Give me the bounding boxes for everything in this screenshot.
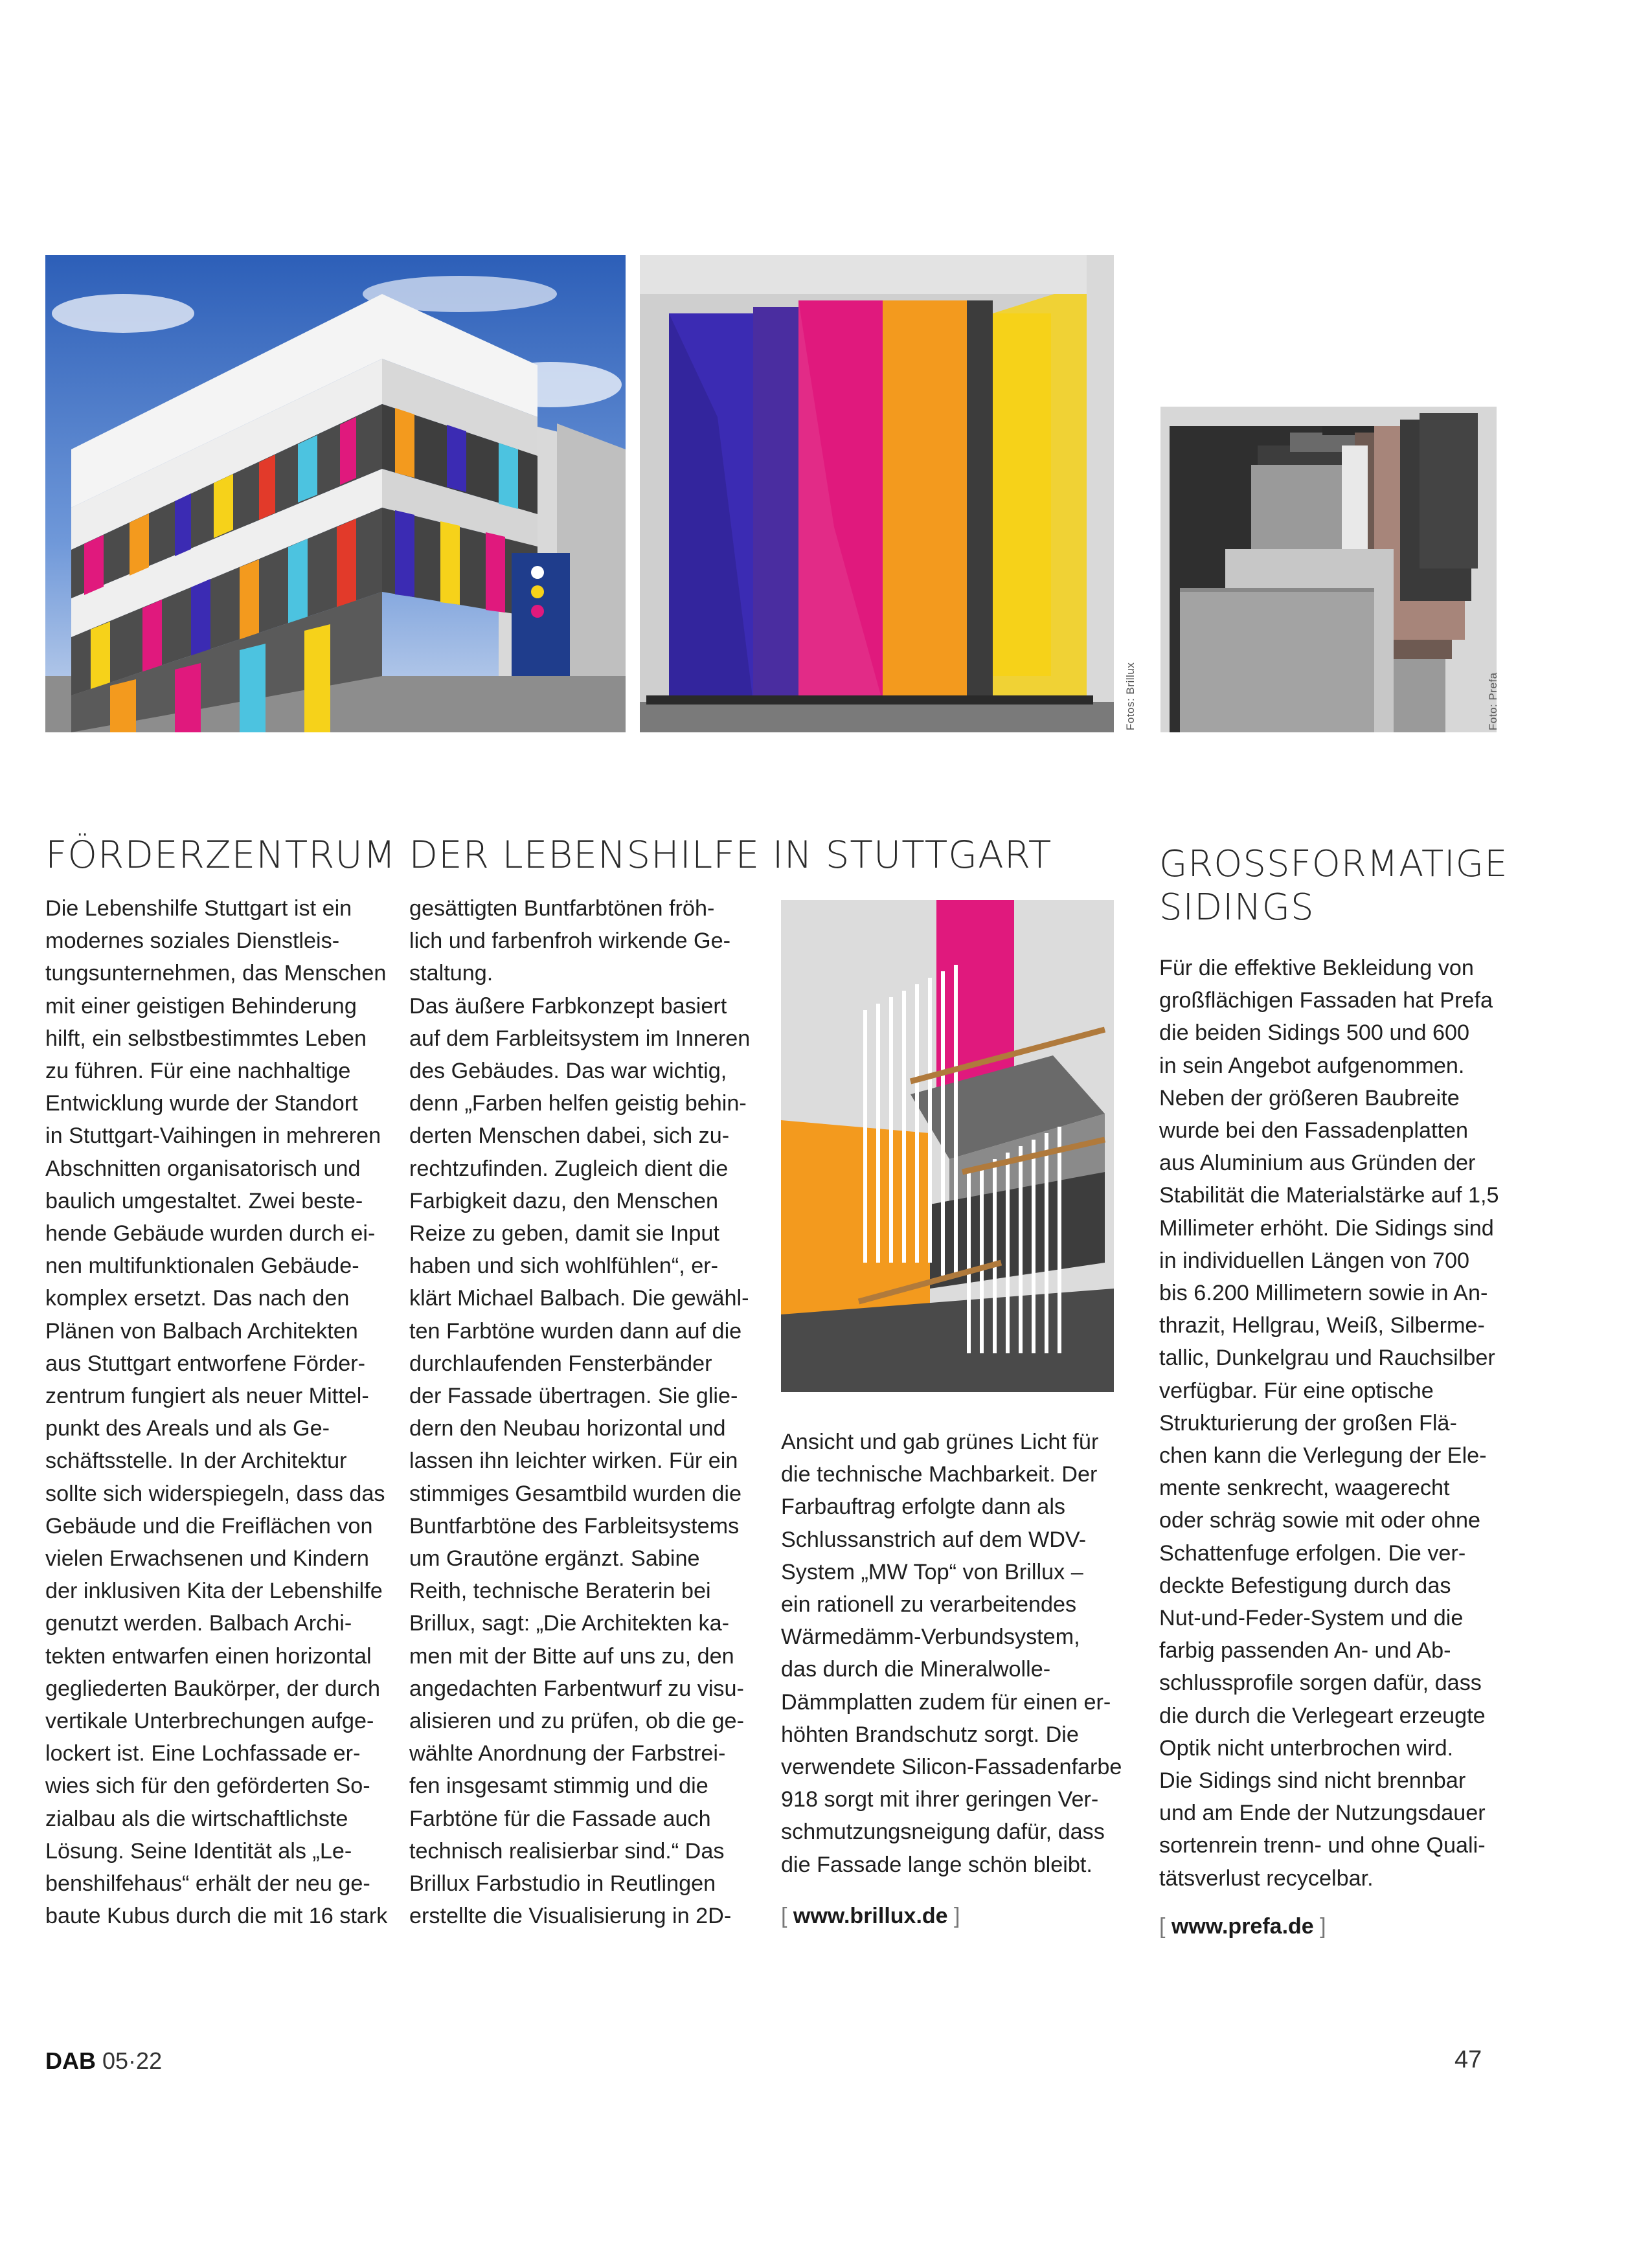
text-line: schmutzungsneigung dafür, dass — [781, 1820, 1105, 1845]
text-line: Wärmedämm-Verbundsystem, — [781, 1625, 1080, 1650]
text-line: angedachten Farbentwurf zu visu- — [409, 1676, 744, 1701]
article2-headline-line1: GROSSFORMATIGE — [1159, 843, 1508, 885]
text-line: haben und sich wohlfühlen“, er- — [409, 1254, 719, 1279]
text-line: der Fassade übertragen. Sie glie- — [409, 1384, 738, 1409]
text-line: Entwicklung wurde der Standort — [45, 1091, 358, 1116]
footer-magazine-issue — [45, 2047, 162, 2075]
link-prefa[interactable]: [ www.prefa.de ] — [1159, 1914, 1326, 1939]
text-line: schlussprofile sorgen dafür, dass — [1159, 1671, 1482, 1696]
text-line: derten Menschen dabei, sich zu- — [409, 1123, 730, 1149]
text-line: alisieren und zu prüfen, ob die ge- — [409, 1709, 744, 1734]
text-line: baute Kubus durch die mit 16 stark — [45, 1904, 388, 1929]
article2-headline — [1159, 843, 1508, 929]
text-line: oder schräg sowie mit oder ohne — [1159, 1508, 1480, 1533]
text-line: fen insgesamt stimmig und die — [409, 1774, 708, 1799]
text-line: ten Farbtöne wurden dann auf die — [409, 1318, 742, 1344]
text-line: auf dem Farbleitsystem im Inneren — [409, 1026, 751, 1051]
text-line: komplex ersetzt. Das nach den — [45, 1286, 350, 1311]
photo-building-facade — [45, 255, 626, 732]
text-line: genutzt werden. Balbach Archi- — [45, 1611, 352, 1636]
text-line: verfügbar. Für eine optische — [1159, 1378, 1434, 1403]
text-line: zialbau als die wirtschaftlichste — [45, 1806, 348, 1831]
text-line: System „MW Top“ von Brillux – — [781, 1559, 1083, 1584]
text-line: benshilfehaus“ erhält der neu ge- — [45, 1871, 370, 1897]
text-line: technisch realisierbar sind.“ Das — [409, 1838, 725, 1864]
text-line: punkt des Areals und als Ge- — [45, 1416, 330, 1441]
text-line: die technische Machbarkeit. Der — [781, 1462, 1098, 1487]
text-line: zentrum fungiert als neuer Mittel- — [45, 1384, 369, 1409]
text-line: Millimeter erhöht. Die Sidings sind — [1159, 1215, 1494, 1241]
text-line: die Fassade lange schön bleibt. — [781, 1852, 1092, 1877]
text-line: schäftsstelle. In der Architektur — [45, 1448, 347, 1474]
text-line: zu führen. Für eine nachhaltige — [45, 1059, 351, 1084]
text-line: lich und farbenfroh wirkende Ge- — [409, 929, 730, 954]
text-line: wies sich für den geförderten So- — [45, 1774, 370, 1799]
text-line: staltung. — [409, 961, 493, 986]
text-line: der inklusiven Kita der Lebenshilfe — [45, 1579, 383, 1604]
text-line: in sein Angebot aufgenommen. — [1159, 1053, 1465, 1078]
text-line: denn „Farben helfen geistig behin- — [409, 1091, 747, 1116]
text-line: wählte Anordnung der Farbstrei- — [409, 1741, 726, 1766]
text-line: in individuellen Längen von 700 — [1159, 1248, 1470, 1273]
text-line: Die Sidings sind nicht brennbar — [1159, 1768, 1466, 1794]
text-line: Schattenfuge erfolgen. Die ver- — [1159, 1540, 1466, 1566]
building-facade-illustration — [45, 255, 626, 732]
text-line: aus Aluminium aus Gründen der — [1159, 1151, 1476, 1176]
text-line: klärt Michael Balbach. Die gewähl- — [409, 1286, 749, 1311]
text-line: Die Lebenshilfe Stuttgart ist ein — [45, 896, 352, 921]
photo-credit-brillux: Fotos: Brillux — [1124, 662, 1137, 730]
text-line: tekten entwarfen einen horizontal — [45, 1643, 372, 1669]
text-line: tallic, Dunkelgrau und Rauchsilber — [1159, 1346, 1495, 1371]
text-line: vertikale Unterbrechungen aufge- — [45, 1709, 374, 1734]
text-line: Reize zu geben, damit sie Input — [409, 1221, 719, 1246]
text-line: bis 6.200 Millimetern sowie in An- — [1159, 1281, 1488, 1306]
text-line: deckte Befestigung durch das — [1159, 1573, 1451, 1598]
text-line: um Grautöne ergänzt. Sabine — [409, 1546, 700, 1572]
text-line: stimmiges Gesamtbild wurden die — [409, 1481, 742, 1506]
text-line: Stabilität die Materialstärke auf 1,5 — [1159, 1183, 1499, 1208]
text-line: rechtzufinden. Zugleich dient die — [409, 1156, 729, 1181]
text-line: hende Gebäude wurden durch ei- — [45, 1221, 376, 1246]
text-line: modernes soziales Dienstleis- — [45, 929, 340, 954]
text-line: Optik nicht unterbrochen wird. — [1159, 1735, 1454, 1761]
text-line: Neben der größeren Baubreite — [1159, 1085, 1460, 1110]
text-line: Strukturierung der großen Flä- — [1159, 1410, 1457, 1436]
link-brillux[interactable]: [ www.brillux.de ] — [781, 1904, 960, 1928]
photo-colored-window — [640, 255, 1114, 732]
text-line: mit einer geistigen Behinderung — [45, 993, 357, 1019]
article1-column-2 — [409, 892, 772, 1933]
siding-samples-illustration — [1160, 407, 1497, 732]
text-line: Gebäude und die Freiflächen von — [45, 1513, 373, 1538]
text-line: 918 sorgt mit ihrer geringen Ver- — [781, 1787, 1099, 1812]
text-line: mente senkrecht, waagerecht — [1159, 1476, 1450, 1501]
text-line: des Gebäudes. Das war wichtig, — [409, 1059, 727, 1084]
text-line: Lösung. Seine Identität als „Le- — [45, 1838, 352, 1864]
text-line: großflächigen Fassaden hat Prefa — [1159, 988, 1493, 1013]
colored-window-illustration — [640, 255, 1114, 732]
photo-siding-samples — [1160, 407, 1497, 732]
text-line: durchlaufenden Fensterbänder — [409, 1351, 712, 1376]
text-line: Farbtöne für die Fassade auch — [409, 1806, 711, 1831]
text-line: höhten Brandschutz sorgt. Die — [781, 1722, 1079, 1747]
text-line: in Stuttgart-Vaihingen in mehreren — [45, 1123, 381, 1149]
text-line: erstellte die Visualisierung in 2D- — [409, 1904, 732, 1929]
text-line: hilft, ein selbstbestimmtes Leben — [45, 1026, 367, 1051]
text-line: Plänen von Balbach Architekten — [45, 1318, 358, 1344]
page-number: 47 — [1454, 2046, 1482, 2073]
text-line: lockert ist. Eine Lochfassade er- — [45, 1741, 361, 1766]
article1-column-3 — [781, 1426, 1144, 1881]
article2-column — [1159, 952, 1535, 1895]
text-line: Buntfarbtöne des Farbleitsystems — [409, 1513, 740, 1538]
text-line: nen multifunktionalen Gebäude- — [45, 1254, 359, 1279]
text-line: men mit der Bitte auf uns zu, den — [409, 1643, 734, 1669]
text-line: gegliederten Baukörper, der durch — [45, 1676, 380, 1701]
text-line: baulich umgestaltet. Zwei beste- — [45, 1188, 363, 1213]
text-line: Ansicht und gab grünes Licht für — [781, 1430, 1099, 1454]
text-line: ein rationell zu verarbeitendes — [781, 1592, 1077, 1617]
text-line: gesättigten Buntfarbtönen fröh- — [409, 896, 715, 921]
text-line: chen kann die Verlegung der Ele- — [1159, 1443, 1487, 1469]
text-line: farbig passenden An- und Ab- — [1159, 1638, 1451, 1663]
text-line: das durch die Mineralwolle- — [781, 1657, 1051, 1682]
text-line: Farbauftrag erfolgte dann als — [781, 1494, 1066, 1520]
text-line: thrazit, Hellgrau, Weiß, Silberme- — [1159, 1313, 1485, 1338]
text-line: Schlussanstrich auf dem WDV- — [781, 1527, 1087, 1552]
text-line: Abschnitten organisatorisch und — [45, 1156, 361, 1181]
text-line: die durch die Verlegeart erzeugte — [1159, 1703, 1486, 1728]
text-line: vielen Erwachsenen und Kindern — [45, 1546, 369, 1572]
text-line: tungsunternehmen, das Menschen — [45, 961, 387, 986]
text-line: dern den Neubau horizontal und — [409, 1416, 726, 1441]
text-line: Für die effektive Bekleidung von — [1159, 956, 1474, 980]
text-line: und am Ende der Nutzungsdauer — [1159, 1801, 1486, 1826]
text-line: tätsverlust recycelbar. — [1159, 1865, 1374, 1891]
staircase-illustration — [781, 900, 1114, 1392]
text-line: sollte sich widerspiegeln, dass das — [45, 1481, 385, 1506]
text-line: Nut-und-Feder-System und die — [1159, 1606, 1464, 1631]
photo-staircase — [781, 900, 1114, 1392]
article1-column-1 — [45, 892, 408, 1933]
text-line: Das äußere Farbkonzept basiert — [409, 993, 727, 1019]
text-line: Dämmplatten zudem für einen er- — [781, 1689, 1111, 1715]
issue-number: 05·22 — [102, 2047, 163, 2074]
text-line: wurde bei den Fassadenplatten — [1159, 1118, 1469, 1144]
photo-credit-prefa: Foto: Prefa — [1487, 672, 1499, 730]
text-line: Brillux, sagt: „Die Architekten ka- — [409, 1611, 729, 1636]
text-line: Reith, technische Beraterin bei — [409, 1579, 711, 1604]
article2-headline-line2: SIDINGS — [1159, 886, 1315, 929]
text-line: verwendete Silicon-Fassadenfarbe — [781, 1755, 1122, 1780]
link-brillux-text[interactable]: www.brillux.de — [793, 1904, 948, 1928]
text-line: aus Stuttgart entworfene Förder- — [45, 1351, 366, 1376]
text-line: lassen ihn leichter wirken. Für ein — [409, 1448, 738, 1474]
text-line: sortenrein trenn- und ohne Quali- — [1159, 1833, 1486, 1858]
link-prefa-text[interactable]: www.prefa.de — [1171, 1914, 1314, 1939]
article1-headline: FÖRDERZENTRUM DER LEBENSHILFE IN STUTTGART — [45, 833, 1052, 877]
text-line: Brillux Farbstudio in Reutlingen — [409, 1871, 716, 1897]
text-line: die beiden Sidings 500 und 600 — [1159, 1020, 1470, 1046]
text-line: Farbigkeit dazu, den Menschen — [409, 1188, 719, 1213]
magazine-name: DAB — [45, 2047, 96, 2074]
